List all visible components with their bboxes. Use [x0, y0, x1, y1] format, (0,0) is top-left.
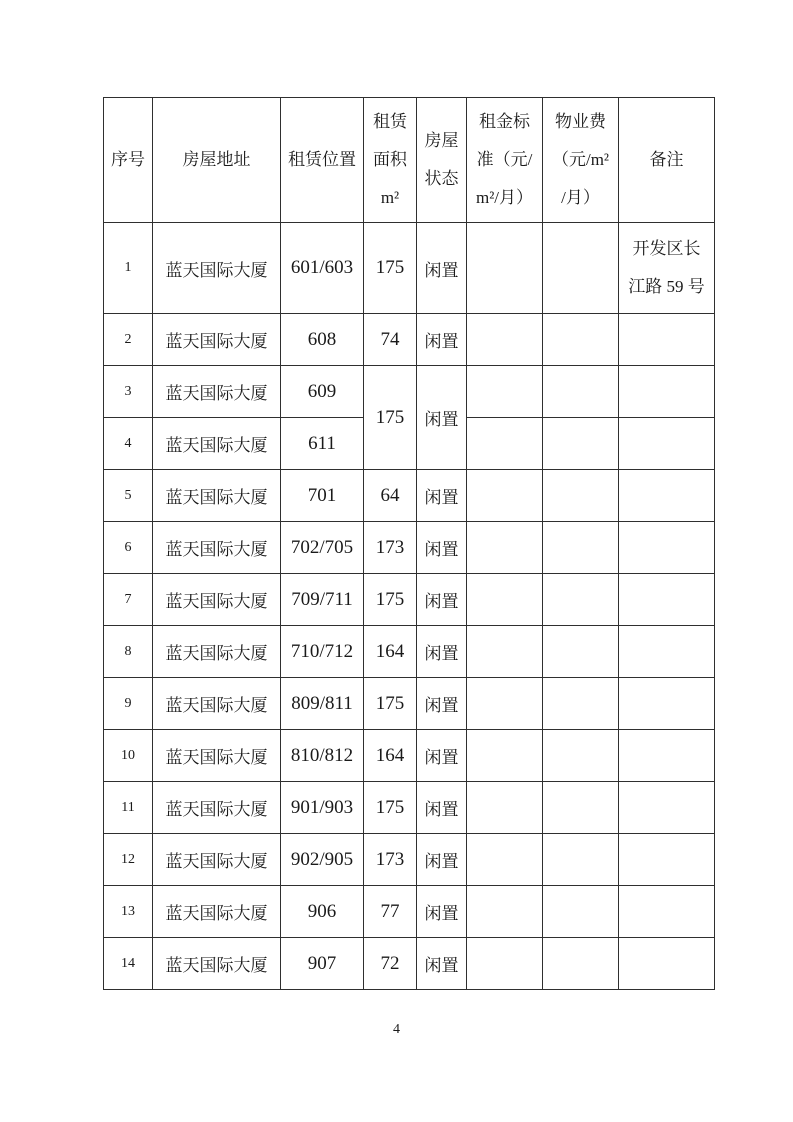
- table-row: [104, 522, 715, 574]
- cell-serial: 8: [104, 626, 153, 678]
- cell-fee: [543, 418, 619, 470]
- cell-fee: [543, 223, 619, 314]
- cell-area: 164: [364, 626, 417, 678]
- header-location-label: 租赁位置: [288, 150, 356, 169]
- table-row: [104, 730, 715, 782]
- cell-rent: [467, 938, 543, 990]
- cell-address: 蓝天国际大厦: [153, 886, 281, 938]
- header-address-label: 房屋地址: [182, 150, 251, 169]
- cell-status: 闲置: [417, 314, 467, 366]
- cell-status: 闲置: [417, 678, 467, 730]
- cell-status: 闲置: [417, 470, 467, 522]
- header-serial: [104, 98, 153, 223]
- table-row: [104, 314, 715, 366]
- cell-location: 810/812: [281, 730, 364, 782]
- cell-fee: [543, 938, 619, 990]
- cell-serial: 2: [104, 314, 153, 366]
- cell-serial: 3: [104, 366, 153, 418]
- cell-fee: [543, 730, 619, 782]
- cell-rent: [467, 834, 543, 886]
- cell-serial: 12: [104, 834, 153, 886]
- cell-remark: [619, 470, 715, 522]
- cell-remark: [619, 886, 715, 938]
- cell-serial: 5: [104, 470, 153, 522]
- remark-line1: 开发区长: [632, 239, 701, 258]
- table-row: [104, 574, 715, 626]
- header-area: [364, 98, 417, 223]
- cell-area: 175: [364, 782, 417, 834]
- cell-area-merged: 175: [364, 366, 417, 470]
- header-area-line3: m²: [380, 188, 400, 207]
- cell-remark: [619, 574, 715, 626]
- remark-line2: 江路 59 号: [628, 277, 705, 296]
- table-header-row: [104, 98, 715, 223]
- cell-fee: [543, 782, 619, 834]
- cell-serial: 6: [104, 522, 153, 574]
- header-status-line1: 房屋: [424, 131, 459, 150]
- vacancy-table: [103, 97, 715, 990]
- cell-rent: [467, 574, 543, 626]
- cell-status: 闲置: [417, 223, 467, 314]
- cell-rent: [467, 782, 543, 834]
- header-property-fee: [543, 98, 619, 223]
- header-remark: [619, 98, 715, 223]
- cell-serial: 7: [104, 574, 153, 626]
- cell-location: 709/711: [281, 574, 364, 626]
- cell-rent: [467, 470, 543, 522]
- table-row: [104, 626, 715, 678]
- cell-location: 611: [281, 418, 364, 470]
- cell-status: 闲置: [417, 886, 467, 938]
- cell-remark: [619, 938, 715, 990]
- cell-remark: [619, 730, 715, 782]
- cell-serial: 10: [104, 730, 153, 782]
- cell-status: 闲置: [417, 574, 467, 626]
- cell-area: 74: [364, 314, 417, 366]
- table-row: [104, 938, 715, 990]
- header-status-line2: 状态: [424, 169, 459, 188]
- header-fee-line2: （元/m²: [551, 150, 610, 169]
- cell-status: 闲置: [417, 834, 467, 886]
- cell-address: 蓝天国际大厦: [153, 470, 281, 522]
- cell-remark: [619, 314, 715, 366]
- header-rent-line1: 租金标: [479, 112, 530, 131]
- cell-address: 蓝天国际大厦: [153, 522, 281, 574]
- cell-rent: [467, 418, 543, 470]
- cell-address: 蓝天国际大厦: [153, 223, 281, 314]
- header-location: [281, 98, 364, 223]
- cell-area: 64: [364, 470, 417, 522]
- cell-location: 902/905: [281, 834, 364, 886]
- header-rent-line2: 准（元/: [476, 150, 533, 169]
- cell-location: 907: [281, 938, 364, 990]
- cell-address: 蓝天国际大厦: [153, 782, 281, 834]
- cell-address: 蓝天国际大厦: [153, 834, 281, 886]
- cell-serial: 9: [104, 678, 153, 730]
- cell-status: 闲置: [417, 938, 467, 990]
- cell-fee: [543, 522, 619, 574]
- cell-rent: [467, 366, 543, 418]
- cell-serial: 4: [104, 418, 153, 470]
- cell-location: 609: [281, 366, 364, 418]
- header-area-line1: 租赁: [373, 112, 407, 131]
- cell-fee: [543, 626, 619, 678]
- cell-address: 蓝天国际大厦: [153, 418, 281, 470]
- table-row: [104, 470, 715, 522]
- table-row: [104, 886, 715, 938]
- cell-serial: 11: [104, 782, 153, 834]
- header-rent-standard: [467, 98, 543, 223]
- header-fee-line3: /月）: [561, 188, 600, 207]
- cell-address: 蓝天国际大厦: [153, 938, 281, 990]
- cell-remark: [619, 678, 715, 730]
- cell-fee: [543, 834, 619, 886]
- cell-area: 77: [364, 886, 417, 938]
- cell-rent: [467, 522, 543, 574]
- cell-rent: [467, 314, 543, 366]
- cell-rent: [467, 626, 543, 678]
- cell-location: 710/712: [281, 626, 364, 678]
- cell-remark: [619, 366, 715, 418]
- cell-address: 蓝天国际大厦: [153, 574, 281, 626]
- header-serial-label: 序号: [111, 150, 145, 169]
- cell-location: 601/603: [281, 223, 364, 314]
- cell-location: 702/705: [281, 522, 364, 574]
- cell-remark: [619, 223, 715, 314]
- cell-address: 蓝天国际大厦: [153, 626, 281, 678]
- table-row: [104, 223, 715, 314]
- page-number: 4: [393, 1022, 400, 1037]
- cell-area: 72: [364, 938, 417, 990]
- table-row: [104, 678, 715, 730]
- cell-serial: 13: [104, 886, 153, 938]
- header-address: [153, 98, 281, 223]
- cell-location: 701: [281, 470, 364, 522]
- cell-rent: [467, 886, 543, 938]
- header-status: [417, 98, 467, 223]
- header-fee-line1: 物业费: [555, 112, 606, 131]
- cell-remark: [619, 834, 715, 886]
- cell-remark: [619, 782, 715, 834]
- cell-location: 906: [281, 886, 364, 938]
- cell-status: 闲置: [417, 782, 467, 834]
- cell-rent: [467, 730, 543, 782]
- cell-fee: [543, 678, 619, 730]
- cell-location: 809/811: [281, 678, 364, 730]
- table-row: [104, 782, 715, 834]
- cell-rent: [467, 223, 543, 314]
- cell-status: 闲置: [417, 730, 467, 782]
- table-row: [104, 366, 715, 418]
- cell-status: 闲置: [417, 522, 467, 574]
- header-area-line2: 面积: [373, 150, 407, 169]
- table-row: [104, 834, 715, 886]
- cell-remark: [619, 522, 715, 574]
- cell-area: 175: [364, 574, 417, 626]
- cell-serial: 1: [104, 223, 153, 314]
- header-rent-line3: m²/月）: [475, 188, 534, 207]
- cell-fee: [543, 886, 619, 938]
- cell-address: 蓝天国际大厦: [153, 314, 281, 366]
- cell-area: 175: [364, 678, 417, 730]
- cell-remark: [619, 418, 715, 470]
- cell-status-merged: 闲置: [417, 366, 467, 470]
- cell-fee: [543, 366, 619, 418]
- cell-fee: [543, 574, 619, 626]
- cell-area: 173: [364, 522, 417, 574]
- header-remark-label: 备注: [649, 150, 684, 169]
- cell-fee: [543, 470, 619, 522]
- cell-remark: [619, 626, 715, 678]
- cell-area: 164: [364, 730, 417, 782]
- cell-location: 901/903: [281, 782, 364, 834]
- cell-address: 蓝天国际大厦: [153, 730, 281, 782]
- cell-serial: 14: [104, 938, 153, 990]
- cell-location: 608: [281, 314, 364, 366]
- cell-address: 蓝天国际大厦: [153, 366, 281, 418]
- cell-fee: [543, 314, 619, 366]
- cell-address: 蓝天国际大厦: [153, 678, 281, 730]
- cell-status: 闲置: [417, 626, 467, 678]
- cell-rent: [467, 678, 543, 730]
- cell-area: 173: [364, 834, 417, 886]
- cell-area: 175: [364, 223, 417, 314]
